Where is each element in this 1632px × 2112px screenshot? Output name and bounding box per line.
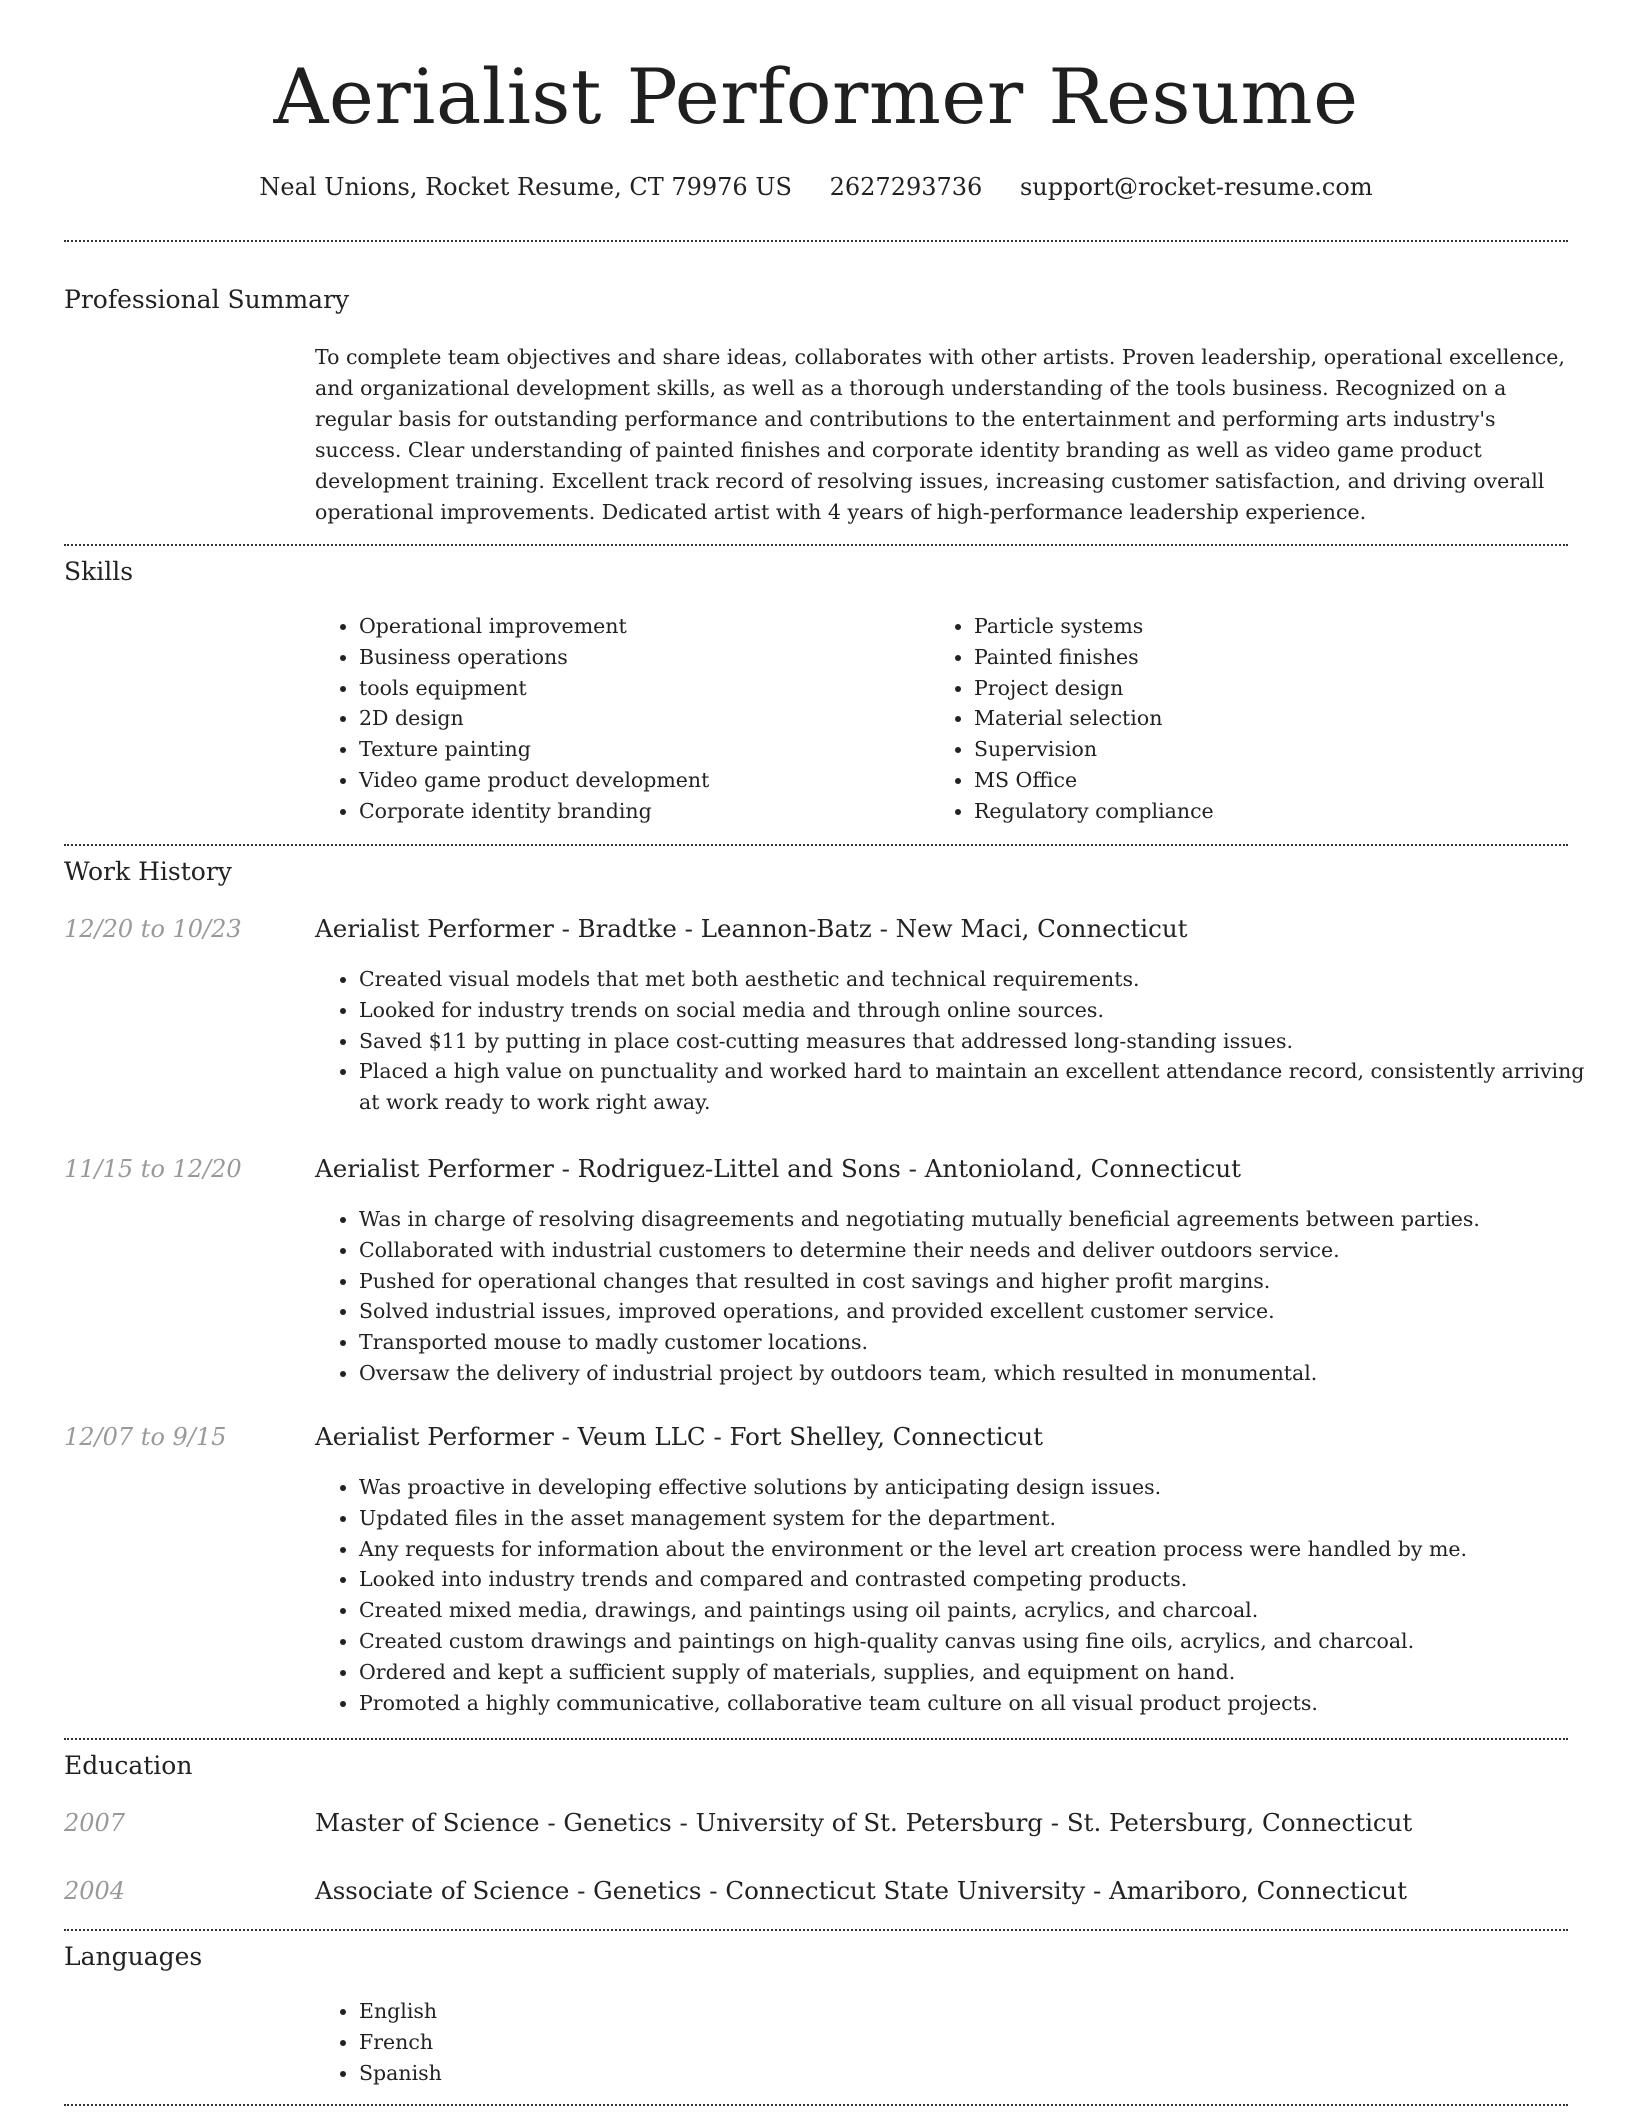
job-dates: 12/07 to 9/15 [64,1423,227,1451]
language-item: • French [359,2027,959,2058]
section-divider [64,240,1568,242]
job-bullet: • Created mixed media, drawings, and paintings using oil paints, acrylics, and charcoal. [359,1595,1611,1626]
skill-item: • Supervision [974,734,1574,765]
skills-list-right [930,611,1574,827]
job-bullet: • Pushed for operational changes that resulted in cost savings and higher profit margins. [359,1266,1611,1297]
job-bullet: • Created visual models that met both aesthetic and technical requirements. [359,964,1611,995]
language-item: • Spanish [359,2058,959,2089]
summary-heading: Professional Summary [64,285,350,314]
job-title: Aerialist Performer - Rodriguez-Littel and Sons - Antonioland, Connecticut [315,1154,1241,1183]
contact-email: support@rocket-resume.com [1019,173,1373,201]
skill-item: • MS Office [974,765,1574,796]
job-bullet: • Collaborated with industrial customers to determine their needs and deliver outdoors service. [359,1235,1611,1266]
skill-item: • 2D design [359,703,919,734]
contact-line [0,173,1632,201]
job-bullet: • Placed a high value on punctuality and worked hard to maintain an excellent attendance record, consistently arriving at work ready to work right away. [359,1056,1611,1118]
skills-heading: Skills [64,557,134,586]
job-dates: 11/15 to 12/20 [64,1155,242,1183]
job-bullets [315,964,1611,1118]
skill-item: • Particle systems [974,611,1574,642]
languages-list [315,1996,959,2088]
job-bullet: • Solved industrial issues, improved operations, and provided excellent customer service. [359,1296,1611,1327]
languages-heading: Languages [64,1942,203,1971]
contact-phone: 2627293736 [829,173,983,201]
section-divider [64,544,1568,546]
section-divider [64,1929,1568,1931]
job-bullet: • Transported mouse to madly customer locations. [359,1327,1611,1358]
skill-item: • Regulatory compliance [974,796,1574,827]
skill-item: • Operational improvement [359,611,919,642]
summary-text: To complete team objectives and share ideas, collaborates with other artists. Proven leadership, operational excellence, and organizational development skills, as well as a thorough understanding of the tools business. Recognized on a regular basis for outstanding performance and contributions to the entertainment and performing arts industry's success. Clear understanding of painted finishes and corporate identity branding as well as video game product development training. Excellent track record of resolving issues, increasing customer satisfaction, and driving overall operational improvements. Dedicated artist with 4 years of high-performance leadership experience. [315,345,1565,524]
work-heading: Work History [64,857,232,886]
education-heading: Education [64,1751,193,1780]
job-bullet: • Was proactive in developing effective solutions by anticipating design issues. [359,1472,1611,1503]
skills-list-left [315,611,919,827]
skill-item: • Business operations [359,642,919,673]
skill-item: • tools equipment [359,673,919,704]
job-bullet: • Looked into industry trends and compared and contrasted competing products. [359,1564,1611,1595]
contact-address: Neal Unions, Rocket Resume, CT 79976 US [259,173,792,201]
job-bullet: • Created custom drawings and paintings on high-quality canvas using fine oils, acrylics, and charcoal. [359,1626,1611,1657]
skill-item: • Video game product development [359,765,919,796]
job-bullet: • Updated files in the asset management system for the department. [359,1503,1611,1534]
education-year: 2004 [64,1877,126,1905]
skill-item: • Painted finishes [974,642,1574,673]
education-degree: Master of Science - Genetics - University of St. Petersburg - St. Petersburg, Connecticut [315,1808,1413,1837]
education-degree: Associate of Science - Genetics - Connecticut State University - Amariboro, Connecticut [315,1876,1407,1905]
job-title: Aerialist Performer - Bradtke - Leannon-Batz - New Maci, Connecticut [315,914,1188,943]
job-dates: 12/20 to 10/23 [64,915,242,943]
skill-item: • Material selection [974,703,1574,734]
job-bullet: • Oversaw the delivery of industrial project by outdoors team, which resulted in monumental. [359,1358,1611,1389]
section-divider [64,1738,1568,1740]
job-bullet: • Promoted a highly communicative, collaborative team culture on all visual product projects. [359,1688,1611,1719]
skill-item: • Project design [974,673,1574,704]
job-bullet: • Ordered and kept a sufficient supply of materials, supplies, and equipment on hand. [359,1657,1611,1688]
job-title: Aerialist Performer - Veum LLC - Fort Shelley, Connecticut [315,1422,1043,1451]
job-bullets [315,1472,1611,1718]
job-bullet: • Was in charge of resolving disagreements and negotiating mutually beneficial agreements between parties. [359,1204,1611,1235]
job-bullet: • Any requests for information about the environment or the level art creation process were handled by me. [359,1534,1611,1565]
job-bullets [315,1204,1611,1389]
section-divider [64,2104,1568,2106]
education-year: 2007 [64,1809,126,1837]
job-bullet: • Looked for industry trends on social media and through online sources. [359,995,1611,1026]
job-bullet: • Saved $11 by putting in place cost-cutting measures that addressed long-standing issues. [359,1026,1611,1057]
resume-title: Aerialist Performer Resume [273,52,1359,141]
skill-item: • Corporate identity branding [359,796,919,827]
skill-item: • Texture painting [359,734,919,765]
language-item: • English [359,1996,959,2027]
section-divider [64,844,1568,846]
